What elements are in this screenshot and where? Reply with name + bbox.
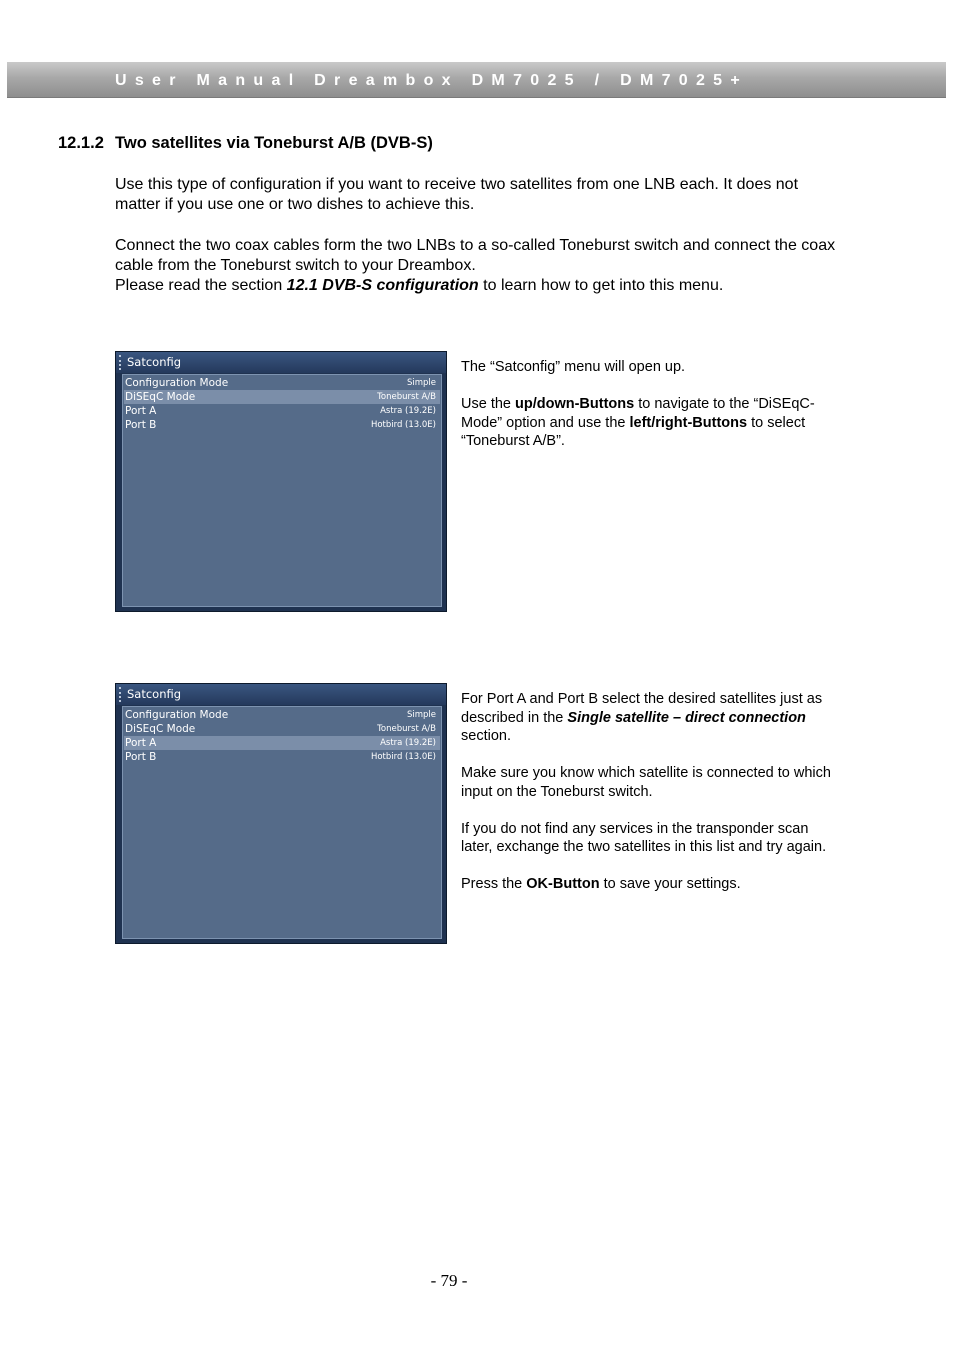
intro-paragraph-1: Use this type of configuration if you want to receive two satellites from one LNB each. It does not matter if you use one or two dishes to achieve this.	[115, 176, 799, 213]
list-item	[124, 404, 440, 418]
section-title: Two satellites via Toneburst A/B (DVB-S)	[115, 134, 433, 152]
list-item-selected	[124, 390, 440, 404]
screen-title: Satconfig	[127, 355, 182, 369]
row-value: Hotbird (13.0E)	[370, 420, 436, 430]
section-heading	[58, 134, 433, 153]
row-value: Simple	[406, 378, 436, 388]
header-title: User Manual Dreambox DM7025 / DM7025+	[115, 72, 749, 89]
row-value: Astra (19.2E)	[380, 406, 436, 416]
header-bar	[7, 62, 946, 98]
row-label: Configuration Mode	[125, 377, 229, 389]
side2-paragraph-4	[461, 875, 841, 894]
screen-title: Satconfig	[127, 687, 182, 701]
text: to select “Toneburst A/B”.	[461, 414, 806, 449]
list-item-selected	[124, 736, 440, 750]
intro-paragraph-2	[115, 236, 845, 296]
button-reference: left/right-Buttons	[629, 414, 748, 431]
screen-titlebar	[116, 684, 446, 705]
side2-paragraph-3: If you do not find any services in the transponder scan later, exchange the two satellites in this list and try again.	[461, 820, 827, 855]
row-value: Toneburst A/B	[377, 392, 436, 402]
row-value: Simple	[406, 710, 436, 720]
satconfig-screenshot-1	[115, 351, 447, 612]
side-text-1	[461, 358, 841, 469]
satconfig-screenshot-2	[115, 683, 447, 944]
side2-paragraph-2: Make sure you know which satellite is connected to which input on the Toneburst switch.	[461, 765, 831, 800]
intro-paragraph-3-pre: Please read the section	[115, 277, 287, 294]
text: Use the	[461, 396, 515, 412]
screen-titlebar	[116, 352, 446, 373]
text: Press the	[461, 876, 527, 892]
row-value: Toneburst A/B	[377, 724, 436, 734]
text: to navigate to the “DiSEqC-Mode” option and use the	[461, 396, 815, 431]
section-reference: 12.1 DVB-S configuration	[286, 277, 479, 294]
list-item	[124, 376, 440, 390]
row-value: Hotbird (13.0E)	[370, 752, 436, 762]
grip-icon	[119, 687, 124, 702]
row-label: Port B	[125, 751, 157, 763]
intro-paragraph-2-text: Connect the two coax cables form the two LNBs to a so-called Toneburst switch and connect the coax cable from the Toneburst switch to your Dreambox.	[115, 237, 836, 274]
section-reference: Single satellite – direct connection	[567, 709, 806, 726]
text: to save your settings.	[599, 876, 741, 892]
row-label: Port B	[125, 419, 157, 431]
row-label: Configuration Mode	[125, 709, 229, 721]
section-number: 12.1.2	[58, 134, 104, 152]
row-label: DiSEqC Mode	[125, 391, 196, 403]
screen-list	[122, 374, 442, 607]
text: For Port A and Port B select the desired satellites just as described in the	[461, 691, 823, 726]
side1-paragraph-1: The “Satconfig” menu will open up.	[461, 359, 686, 375]
row-label: Port A	[125, 737, 157, 749]
list-item	[124, 750, 440, 764]
button-reference: up/down-Buttons	[515, 396, 635, 412]
row-value: Astra (19.2E)	[380, 738, 436, 748]
list-item	[124, 708, 440, 722]
row-label: DiSEqC Mode	[125, 723, 196, 735]
grip-icon	[119, 355, 124, 370]
row-label: Port A	[125, 405, 157, 417]
intro-paragraph-3-post: to learn how to get into this menu.	[478, 277, 724, 294]
list-item	[124, 418, 440, 432]
text: section.	[461, 728, 511, 744]
side2-paragraph-1	[461, 690, 841, 746]
button-reference: OK-Button	[526, 876, 600, 892]
side-text-2	[461, 690, 841, 912]
page-number: - 79 -	[430, 1271, 468, 1290]
list-item	[124, 722, 440, 736]
screen-list	[122, 706, 442, 939]
side1-paragraph-2	[461, 395, 841, 451]
